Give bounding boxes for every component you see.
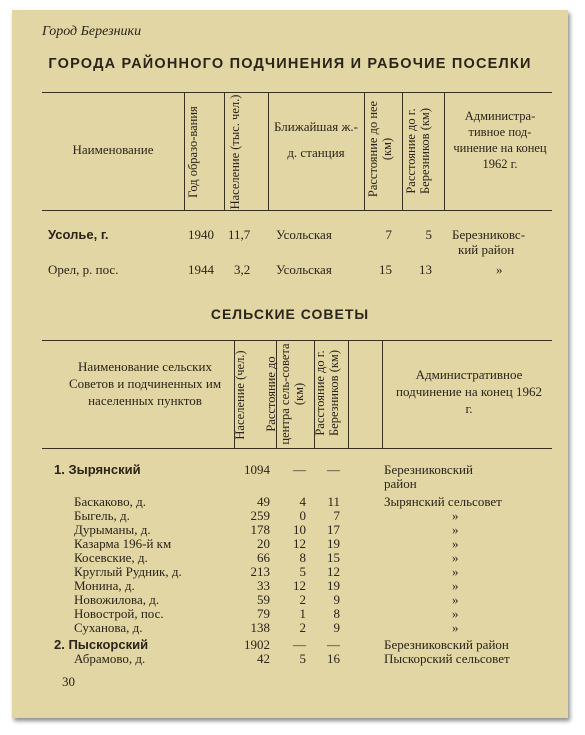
- t2-header-dist-city: Расстояние до г. Березников (км): [313, 349, 341, 437]
- t1-row-station: Усольская: [276, 262, 332, 277]
- t2-row-d2: —: [327, 462, 340, 477]
- t2-row-d2: 16: [327, 651, 340, 666]
- table1-divider: [402, 92, 403, 210]
- t2-row-admin: »: [452, 578, 459, 593]
- t2-row-admin: »: [452, 564, 459, 579]
- t1-header-population: Население (тыс. чел.): [228, 94, 242, 210]
- t1-row-d1: 15: [379, 262, 392, 277]
- t1-row-pop: 11,7: [228, 227, 251, 242]
- t2-row-d2: 17: [327, 522, 340, 537]
- t2-row-d1: 0: [299, 508, 306, 523]
- t1-row-year: 1944: [188, 262, 214, 277]
- t2-row-pop: 59: [257, 592, 270, 607]
- t1-row-year: 1940: [188, 227, 214, 242]
- t2-row-d1: 12: [293, 578, 306, 593]
- t2-row-name: Абрамово, д.: [74, 651, 146, 666]
- t2-row-d2: 12: [327, 564, 340, 579]
- table1-divider: [444, 92, 445, 210]
- page-number: 30: [62, 674, 75, 689]
- t1-row-admin: Березниковс-: [452, 227, 526, 242]
- t2-row-admin: Березниковский: [384, 462, 473, 477]
- t2-header-admin: Административное подчинение на конец 1962 г.: [396, 367, 542, 416]
- t2-row-name: Быгель, д.: [74, 508, 130, 523]
- t2-row-admin: »: [452, 620, 459, 635]
- t2-row-admin: Пыскорский сельсовет: [384, 651, 510, 666]
- t2-row-admin: »: [452, 592, 459, 607]
- t2-row-d1: 2: [299, 592, 306, 607]
- t2-row-d2: 19: [327, 536, 340, 551]
- t1-row-station: Усольская: [276, 227, 332, 242]
- t2-row-admin-cont: район: [384, 476, 417, 491]
- t2-row-d2: 8: [333, 606, 340, 621]
- running-head: Город Березники: [42, 24, 142, 39]
- table2-divider: [382, 340, 383, 448]
- t2-row-name: Казарма 196-й км: [74, 536, 172, 551]
- table2-header-rule: [42, 448, 552, 449]
- t2-row-name: Новожилова, д.: [74, 592, 160, 607]
- t2-row-name: Монина, д.: [74, 578, 135, 593]
- t2-row-d2: 9: [333, 620, 340, 635]
- t2-row-d1: —: [293, 637, 306, 652]
- t2-row-d1: 5: [299, 564, 306, 579]
- t1-row-name: Орел, р. пос.: [48, 262, 119, 277]
- t2-row-name: Круглый Рудник, д.: [74, 564, 182, 579]
- t1-row-name: Усолье, г.: [48, 227, 109, 242]
- book-page: [12, 10, 568, 718]
- t2-row-d2: 11: [327, 494, 340, 509]
- t2-row-admin: »: [452, 522, 459, 537]
- t2-row-pop: 1902: [244, 637, 270, 652]
- t1-row-pop: 3,2: [234, 262, 251, 277]
- t2-row-d2: 19: [327, 578, 340, 593]
- table2-divider: [348, 340, 349, 448]
- t1-header-year: Год образо-вания: [186, 106, 200, 198]
- t2-row-pop: 33: [257, 578, 270, 593]
- t2-row-d2: —: [327, 637, 340, 652]
- t2-row-admin: »: [452, 508, 459, 523]
- t2-row-d1: 2: [299, 620, 306, 635]
- t1-header-dist-station: Расстояние до нее (км): [366, 100, 394, 198]
- t2-row-pop: 213: [250, 564, 270, 579]
- t1-header-admin: Администра-тивное под-чинение на конец 1962 г.: [453, 109, 547, 171]
- table1-divider: [224, 92, 225, 210]
- t2-row-pop: 79: [257, 606, 270, 621]
- t1-row-admin-cont: кий район: [458, 242, 515, 257]
- t1-row-d2: 13: [419, 262, 432, 277]
- t2-row-name: Косевские, д.: [74, 550, 148, 565]
- t2-row-name: Дурыманы, д.: [74, 522, 151, 537]
- t1-row-d2: 5: [425, 227, 432, 242]
- t1-header-station: Ближайшая ж.-д. станция: [273, 119, 359, 160]
- t2-row-d1: 4: [299, 494, 306, 509]
- table1-divider: [364, 92, 365, 210]
- t2-row-name: 1. Зырянский: [54, 462, 141, 477]
- t2-row-pop: 42: [257, 651, 270, 666]
- t2-row-d1: —: [293, 462, 306, 477]
- t2-row-d1: 8: [299, 550, 306, 565]
- table1-divider: [268, 92, 269, 210]
- t1-header-dist-city: Расстояние до г. Березников (км): [404, 107, 432, 195]
- section1-title: ГОРОДА РАЙОННОГО ПОДЧИНЕНИЯ И РАБОЧИЕ ПОСЕЛКИ: [48, 56, 532, 72]
- t2-row-d2: 9: [333, 592, 340, 607]
- t2-row-d1: 12: [293, 536, 306, 551]
- t2-row-d1: 1: [299, 606, 306, 621]
- t2-row-name: Новострой, пос.: [74, 606, 164, 621]
- t2-row-pop: 66: [257, 550, 270, 565]
- t2-row-name: 2. Пыскорский: [54, 637, 149, 652]
- t2-row-pop: 1094: [244, 462, 270, 477]
- t1-row-admin: »: [496, 262, 503, 277]
- table1-top-rule: [42, 92, 552, 93]
- t2-row-admin: »: [452, 606, 459, 621]
- t2-row-d1: 5: [299, 651, 306, 666]
- t2-row-pop: 20: [257, 536, 270, 551]
- t2-row-d2: 7: [333, 508, 340, 523]
- t1-header-name: Наименование: [72, 142, 154, 157]
- t1-row-d1: 7: [385, 227, 392, 242]
- section2-title: СЕЛЬСКИЕ СОВЕТЫ: [210, 306, 370, 322]
- t2-header-name: Наименование сельских Советов и подчиненных им населенных пунктов: [68, 359, 222, 408]
- t2-row-admin: »: [452, 550, 459, 565]
- t2-header-population: Население (чел.): [233, 350, 247, 440]
- t2-row-name: Суханова, д.: [74, 620, 143, 635]
- t2-row-name: Баскаково, д.: [74, 494, 146, 509]
- t2-row-pop: 138: [250, 620, 270, 635]
- t2-row-admin: »: [452, 536, 459, 551]
- t2-row-admin: Зырянский сельсовет: [384, 494, 502, 509]
- t2-row-pop: 178: [250, 522, 270, 537]
- t2-header-dist-center: Расстояние до центра сель-совета (км): [264, 343, 306, 445]
- table2-top-rule: [42, 340, 552, 341]
- t2-row-d1: 10: [293, 522, 306, 537]
- t2-row-d2: 15: [327, 550, 340, 565]
- table1-header-rule: [42, 210, 552, 211]
- t2-row-pop: 49: [257, 494, 270, 509]
- t2-row-pop: 259: [250, 508, 270, 523]
- table1-divider: [184, 92, 185, 210]
- t2-row-admin: Березниковский район: [384, 637, 509, 652]
